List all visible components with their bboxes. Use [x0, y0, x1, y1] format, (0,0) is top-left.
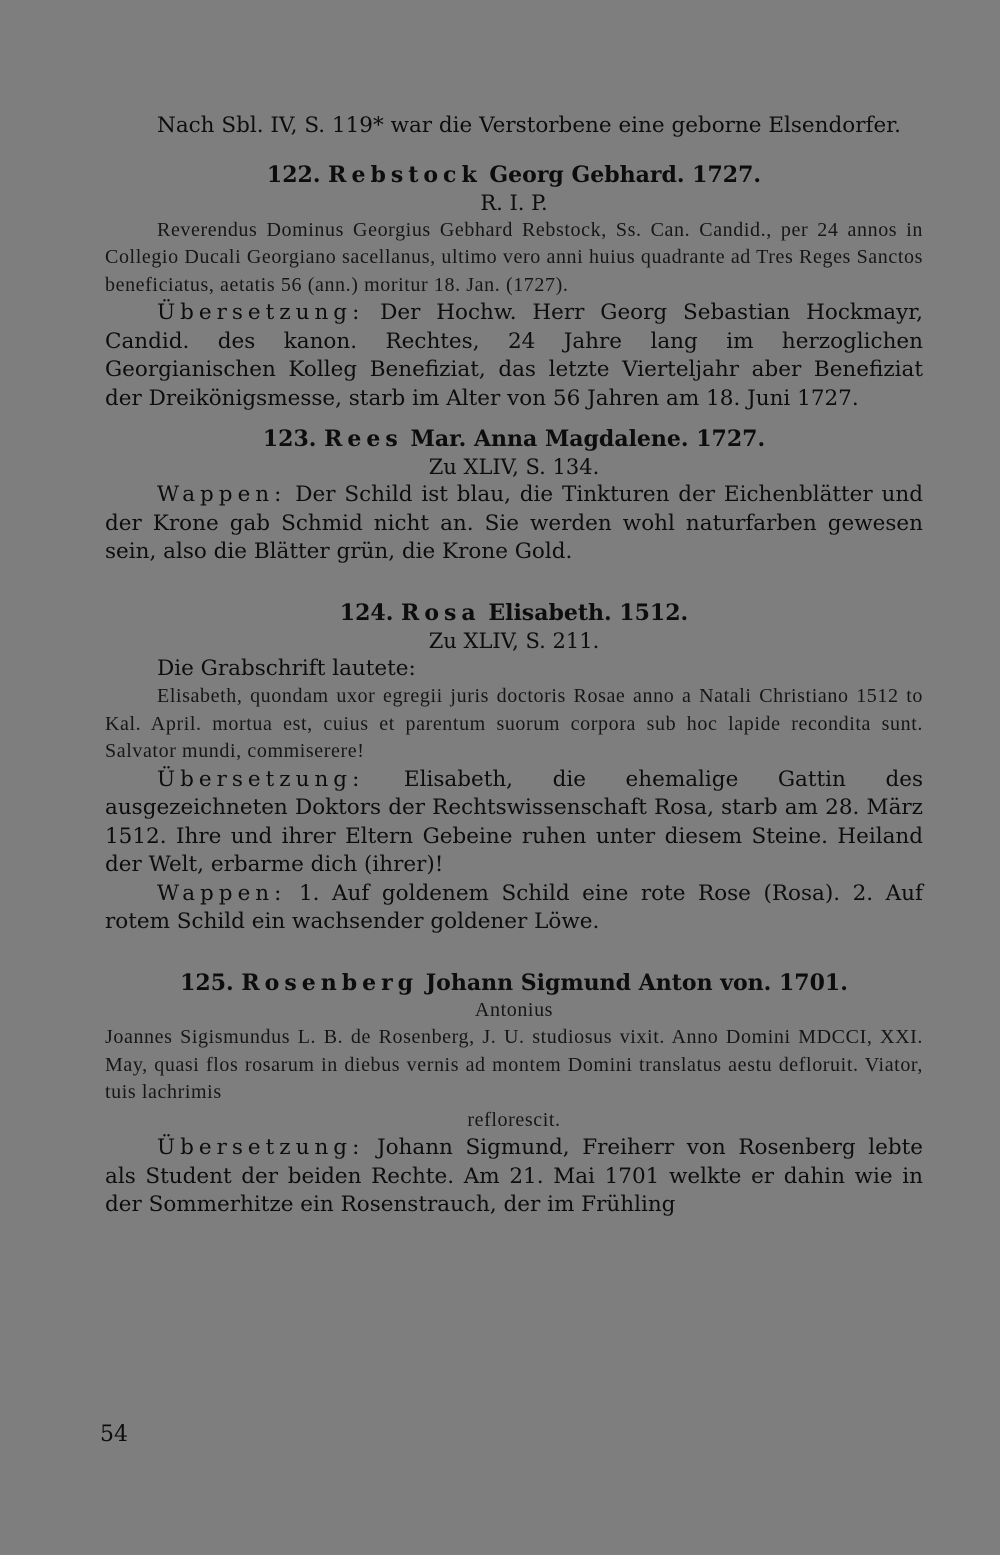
- entry-125-translation: Übersetzung: Johann Sigmund, Freiherr von Rosenberg lebte als Student der beiden Rechte. Am 21. Mai 1701 welkte er dahin wie in der Sommerhitze ein Rosenstrauch, der im Frühling: [105, 1135, 923, 1217]
- entry-122-latin: Reverendus Dominus Georgius Gebhard Rebstock, Ss. Can. Candid., per 24 annos in Collegio Ducali Georgiano sacellanus, ultimo vero anni huius quadrante ad Tres Reges Sanctos beneficiatus, aetatis 56 (ann.) moritur 18. Jan. (1727).: [105, 218, 923, 296]
- entry-124-ref: Zu XLIV, S. 211.: [428, 628, 600, 653]
- entry-124-heading: 124. Rosa Elisabeth. 1512.: [339, 599, 689, 626]
- entry-122-translation: Übersetzung: Der Hochw. Herr Georg Sebastian Hockmayr, Candid. des kanon. Rechtes, 24 Jahre lang im herzoglichen Georgianischen Kolleg Benefiziat, das letzte Vierteljahr aber Benefiziat der Dreikönigsmesse, starb im Alter von 56 Jahren am 18. Juni 1727.: [105, 300, 923, 411]
- entry-125-surname: Rosenberg: [241, 969, 419, 996]
- page-number: 54: [100, 1422, 128, 1447]
- entry-124-latin: Elisabeth, quondam uxor egregii juris doctoris Rosae anno a Natali Christiano 1512 to Kal. April. mortua est, cuius et parentum suorum corpora sub hoc lapide recondita sunt. Salvator mundi, commiserere!: [105, 685, 923, 762]
- entry-124-grabschrift-label: Die Grabschrift lautete:: [157, 655, 416, 681]
- entry-124-wappen: Wappen: 1. Auf goldenem Schild eine rote Rose (Rosa). 2. Auf rotem Schild ein wachsender goldener Löwe.: [105, 880, 923, 934]
- entry-125-latin-last: reflorescit.: [467, 1108, 561, 1131]
- entry-123-ref: Zu XLIV, S. 134.: [428, 455, 600, 479]
- entry-125-latin-first: Antonius: [474, 998, 554, 1021]
- entry-123-heading: 123. Rees Mar. Anna Magdalene. 1727.: [262, 426, 766, 452]
- entry-122-rip: R. I. P.: [480, 190, 548, 215]
- entry-123-surname: Rees: [324, 426, 403, 452]
- entry-122-heading: 122. Rebstock Georg Gebhard. 1727.: [266, 161, 762, 188]
- intro-paragraph: Nach Sbl. IV, S. 119* war die Verstorbene eine geborne Elsendorfer.: [157, 113, 901, 138]
- entry-122-surname: Rebstock: [328, 161, 482, 188]
- entry-125-latin: Joannes Sigismundus L. B. de Rosenberg, J. U. studiosus vixit. Anno Domini MDCCI, XXI. May, quasi flos rosarum in diebus vernis ad montem Domini translatus aestu defloruit. Viator, tuis lachrimis: [105, 1026, 923, 1103]
- entry-125-heading: 125. Rosenberg Johann Sigmund Anton von. 1701.: [180, 969, 848, 996]
- page-body: [105, 112, 923, 1220]
- entry-124-translation: Übersetzung: Elisabeth, die ehemalige Gattin des ausgezeichneten Doktors der Rechtswissenschaft Rosa, starb am 28. März 1512. Ihre und ihrer Eltern Gebeine ruhen unter diesem Steine. Heiland der Welt, erbarme dich (ihrer)!: [105, 766, 923, 877]
- entry-124-surname: Rosa: [401, 599, 481, 626]
- entry-123-wappen: Wappen: Der Schild ist blau, die Tinkturen der Eichenblätter und der Krone gab Schmid nicht an. Sie werden wohl naturfarben gewesen sein, also die Blätter grün, die Krone Gold.: [105, 482, 923, 564]
